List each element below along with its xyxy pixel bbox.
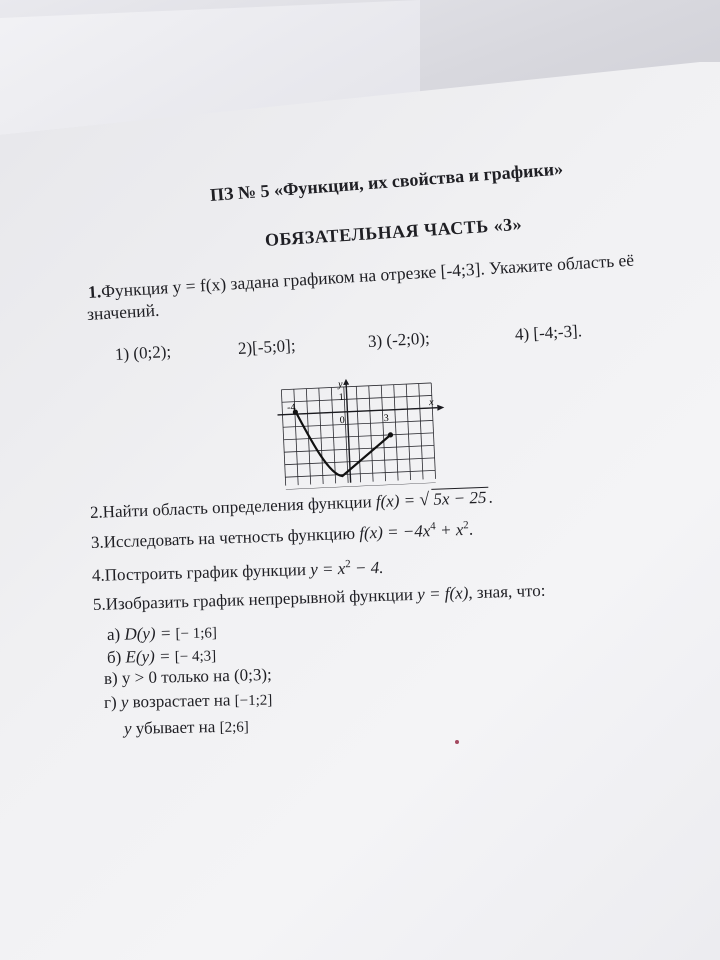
condition-e: [124, 716, 249, 740]
origin-label: 0: [339, 414, 346, 427]
condition-d-value: [−1;2]: [234, 692, 273, 710]
answer-option-2: 2)[-5;0];: [237, 335, 297, 358]
question-4: [92, 558, 384, 586]
y-axis: [346, 383, 351, 483]
answer-option-4: 4) [-4;-3].: [514, 321, 583, 344]
question-5: [93, 581, 546, 615]
question-1-number: 1.: [87, 281, 102, 302]
condition-e-value: [2;6]: [219, 719, 249, 736]
grid-line-vertical: [406, 384, 410, 480]
question-5-end: , зная, что:: [468, 580, 546, 603]
answer-option-1: 1) (0;2);: [114, 341, 172, 364]
exponent-4: 4: [429, 520, 436, 533]
question-5-text: 5.Изобразить график непрерывной функции: [92, 584, 414, 614]
condition-a-value: [− 1;6]: [175, 625, 218, 643]
question-2-end: .: [487, 487, 493, 507]
condition-d: [104, 689, 273, 714]
grid-line-horizontal: [286, 483, 436, 490]
question-4-text: 4.Построить график функции: [91, 560, 307, 585]
x-axis-label: x: [428, 396, 434, 409]
condition-b: [107, 645, 217, 669]
grid-line-vertical: [419, 384, 423, 480]
answer-option-3: 3) (-2;0);: [367, 328, 431, 351]
grid-line-vertical: [369, 386, 373, 482]
question-3: [91, 520, 474, 553]
grid-line-vertical: [356, 386, 360, 482]
condition-b-label: б): [106, 647, 122, 667]
question-3-end: .: [468, 519, 474, 539]
condition-a-label: а): [106, 624, 121, 644]
condition-c: в) y > 0 только на (0;3);: [103, 664, 272, 688]
condition-a: [107, 622, 217, 646]
graph-grid: [281, 383, 435, 490]
exponent-2: 2: [462, 519, 469, 532]
question-1-text: Функция y = f(x) задана графиком на отрезке [-4;3]. Укажите область её: [100, 249, 635, 302]
x-tick-neg4: -4: [286, 402, 296, 414]
condition-e-text: убывает на: [131, 716, 220, 738]
grid-line-vertical: [281, 390, 285, 486]
condition-d-var: y: [120, 692, 129, 712]
grid-line-vertical: [394, 385, 398, 481]
x-axis-arrow: [437, 404, 444, 410]
question-2-text: 2.Найти область определения функции: [89, 492, 372, 522]
question-3-text: 3.Исследовать на четность функцию: [90, 523, 356, 552]
condition-b-expr: E(y) =: [125, 646, 175, 667]
question-4-tail: − 4.: [350, 557, 384, 578]
condition-d-text: возрастает на: [128, 690, 235, 712]
condition-a-expr: D(y) =: [124, 623, 176, 644]
x-tick-3: 3: [383, 412, 390, 425]
question-2: [90, 488, 493, 523]
condition-e-var: y: [123, 718, 132, 738]
grid-line-vertical: [319, 388, 323, 484]
square-root: [419, 488, 489, 511]
question-3-term: + x: [435, 520, 464, 540]
question-1-line-1: [87, 250, 634, 302]
condition-d-label: г): [103, 692, 117, 712]
grid-line-vertical: [381, 385, 385, 481]
question-1-line-2: значений.: [86, 299, 160, 324]
question-2-function: f(x) =: [375, 490, 420, 512]
page-title: ПЗ № 5 «Функции, их свойства и графики»: [209, 158, 564, 205]
condition-b-value: [− 4;3]: [174, 648, 217, 666]
page-subtitle: ОБЯЗАТЕЛЬНАЯ ЧАСТЬ «3»: [264, 213, 523, 250]
question-4-function: y = x: [309, 558, 346, 579]
ink-spot: [455, 740, 459, 744]
y-axis-label: y: [337, 378, 343, 391]
question-4-exponent: 2: [344, 558, 351, 571]
question-5-function: y = f(x): [416, 583, 469, 604]
y-tick-1: 1: [338, 391, 345, 404]
radicand: 5x − 25: [431, 487, 489, 509]
y-axis-arrow: [343, 379, 349, 385]
question-3-function: f(x) = −4x: [358, 521, 431, 543]
function-graph: [276, 374, 451, 490]
